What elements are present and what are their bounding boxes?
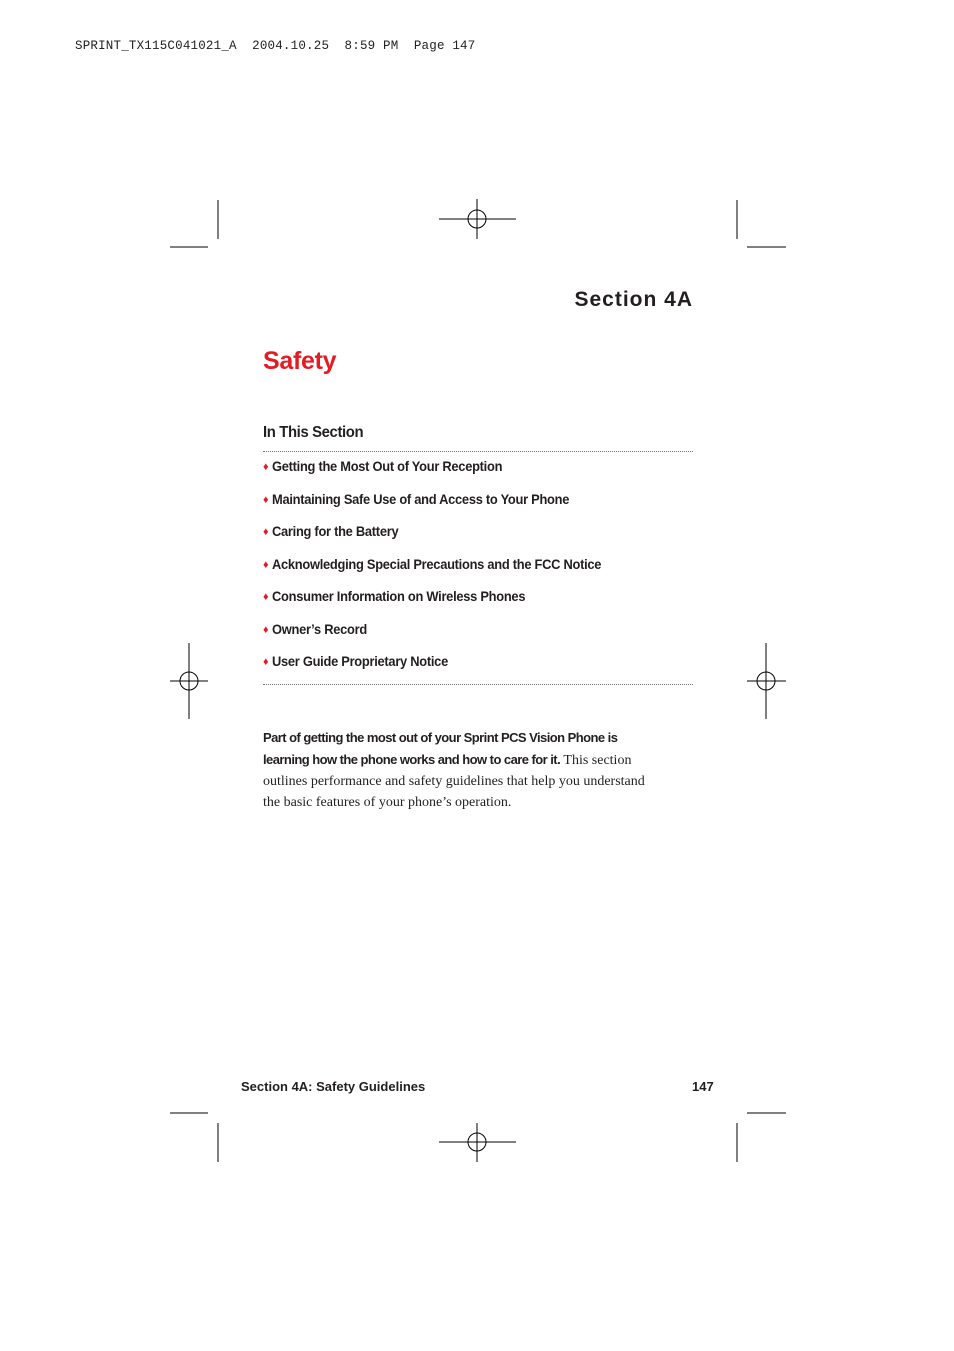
list-item [263,491,693,524]
diamond-bullet-icon: ♦ [263,558,269,571]
diamond-bullet-icon: ♦ [263,526,269,538]
list-item-label: Caring for the Battery [272,523,399,539]
list-item [263,621,693,654]
list-item-label: User Guide Proprietary Notice [272,653,449,669]
list-item [263,588,693,621]
list-item [263,556,693,589]
diamond-bullet-icon: ♦ [263,591,269,603]
diamond-bullet-icon: ♦ [263,656,269,668]
print-slug: SPRINT_TX115C041021_A 2004.10.25 8:59 PM Page 147 [75,39,476,53]
divider-top [263,451,693,452]
registration-mark-top [439,199,516,239]
list-item-label: Consumer Information on Wireless Phones [272,588,526,604]
intro-body: This section outlines performance and safety guidelines that help you understand the basic features of your phone’s operation. [263,753,645,810]
intro-lead: Part of getting the most out of your Sprint PCS Vision Phone is learning how the phone works and how to care for it. [263,730,618,767]
list-item [263,653,693,686]
diamond-bullet-icon: ♦ [263,623,269,636]
registration-mark-right [747,643,786,719]
registration-mark-left [170,643,208,719]
diamond-bullet-icon: ♦ [263,493,269,506]
page-number: 147 [692,1079,714,1094]
section-contents-list [263,458,693,686]
footer-section-label: Section 4A: Safety Guidelines [241,1079,426,1094]
in-this-section-heading: In This Section [263,424,364,441]
list-item-label: Owner’s Record [272,620,368,637]
list-item [263,523,693,556]
list-item [263,458,693,491]
page-title: Safety [263,347,337,375]
list-item-label: Acknowledging Special Precautions and the FCC Notice [272,555,602,572]
registration-mark-bottom [439,1123,516,1162]
diamond-bullet-icon: ♦ [263,461,269,473]
list-item-label: Maintaining Safe Use of and Access to Your Phone [272,490,570,507]
intro-paragraph [263,727,663,813]
divider-bottom [263,684,693,685]
list-item-label: Getting the Most Out of Your Reception [272,458,503,474]
section-number: Section 4A [574,288,693,311]
